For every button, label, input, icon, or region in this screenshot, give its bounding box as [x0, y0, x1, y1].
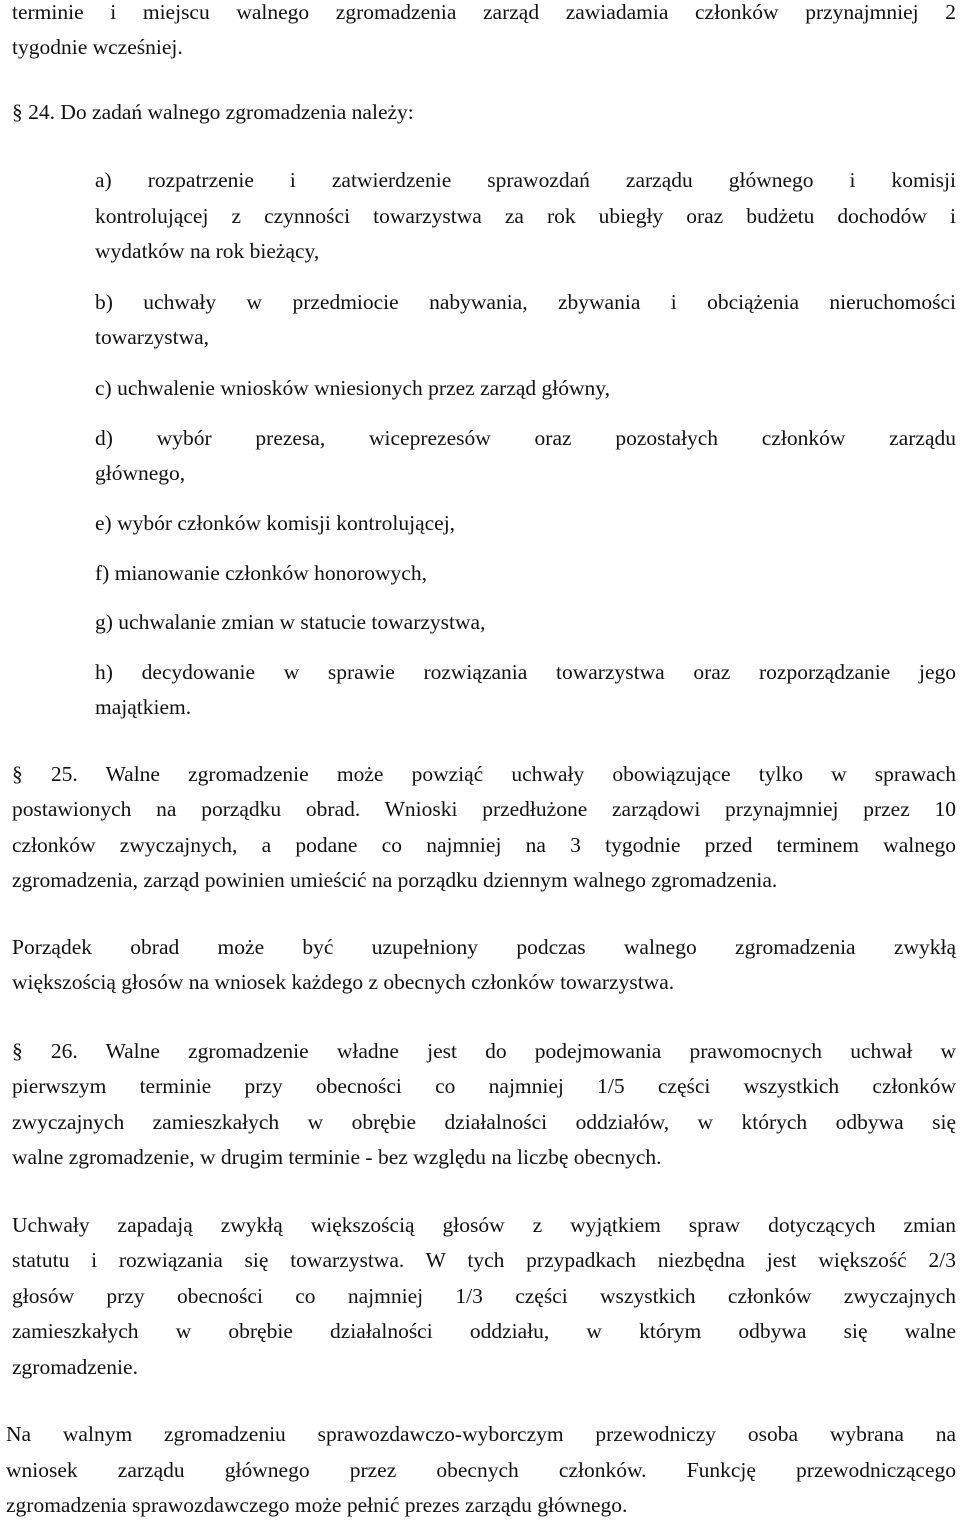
paragraph-line: członków zwyczajnych, a podane co najmniej na 3 tygodnie przed terminem walnego — [12, 833, 956, 857]
paragraph-line: zgromadzenia, zarząd powinien umieścić na porządku dziennym walnego zgromadzenia. — [12, 868, 778, 892]
list-item: e) wybór członków komisji kontrolującej, — [95, 511, 456, 535]
list-item-text: głównego, — [95, 461, 186, 485]
paragraph-line: Na walnym zgromadzeniu sprawozdawczo-wyborczym przewodniczy osoba wybrana na — [6, 1422, 956, 1446]
paragraph-line: zamieszkałych w obrębie działalności oddziału, w którym odbywa się walne — [12, 1319, 956, 1343]
paragraph-line: Porządek obrad może być uzupełniony podczas walnego zgromadzenia zwykłą — [12, 935, 956, 959]
paragraph-line: postawionych na porządku obrad. Wnioski przedłużone zarządowi przynajmniej przez 10 — [12, 797, 956, 821]
list-item: h) decydowanie w sprawie rozwiązania towarzystwa oraz rozporządzanie jego — [95, 660, 956, 684]
paragraph-line: większością głosów na wniosek każdego z obecnych członków towarzystwa. — [12, 970, 675, 994]
section-heading: § 24. Do zadań walnego zgromadzenia należy: — [12, 100, 414, 124]
section-heading: § 25. Walne zgromadzenie może powziąć uchwały obowiązujące tylko w sprawach — [12, 762, 956, 786]
paragraph-line: wniosek zarządu głównego przez obecnych członków. Funkcję przewodniczącego — [6, 1458, 956, 1482]
paragraph-line: statutu i rozwiązania się towarzystwa. W tych przypadkach niezbędna jest większość 2/3 — [12, 1248, 956, 1272]
paragraph-line: Uchwały zapadają zwykłą większością głosów z wyjątkiem spraw dotyczących zmian — [12, 1213, 956, 1237]
section-heading: § 26. Walne zgromadzenie władne jest do podejmowania prawomocnych uchwał w — [12, 1039, 956, 1063]
list-item-text: kontrolującej z czynności towarzystwa za rok ubiegły oraz budżetu dochodów i — [95, 204, 956, 228]
list-item: g) uchwalanie zmian w statucie towarzystwa, — [95, 610, 486, 634]
list-item: c) uchwalenie wniosków wniesionych przez zarząd główny, — [95, 376, 611, 400]
list-item: f) mianowanie członków honorowych, — [95, 561, 427, 585]
paragraph-line: zwyczajnych zamieszkałych w obrębie działalności oddziałów, w których odbywa się — [12, 1110, 956, 1134]
paragraph-line: pierwszym terminie przy obecności co najmniej 1/5 części wszystkich członków — [12, 1074, 956, 1098]
paragraph-line: walne zgromadzenie, w drugim terminie - bez względu na liczbę obecnych. — [12, 1145, 662, 1169]
paragraph-line: zgromadzenia sprawozdawczego może pełnić prezes zarządu głównego. — [6, 1493, 628, 1517]
text-line: terminie i miejscu walnego zgromadzenia zarząd zawiadamia członków przynajmniej 2 — [12, 0, 956, 24]
list-item-text: majątkiem. — [95, 695, 192, 719]
paragraph-line: głosów przy obecności co najmniej 1/3 części wszystkich członków zwyczajnych — [12, 1284, 956, 1308]
list-item: d) wybór prezesa, wiceprezesów oraz pozostałych członków zarządu — [95, 426, 956, 450]
list-item-text: wydatków na rok bieżący, — [95, 239, 320, 263]
paragraph-line: zgromadzenie. — [12, 1355, 138, 1379]
text-line: tygodnie wcześniej. — [12, 35, 183, 59]
list-item: a) rozpatrzenie i zatwierdzenie sprawozdań zarządu głównego i komisji — [95, 168, 956, 192]
list-item-text: towarzystwa, — [95, 325, 210, 349]
list-item: b) uchwały w przedmiocie nabywania, zbywania i obciążenia nieruchomości — [95, 290, 956, 314]
